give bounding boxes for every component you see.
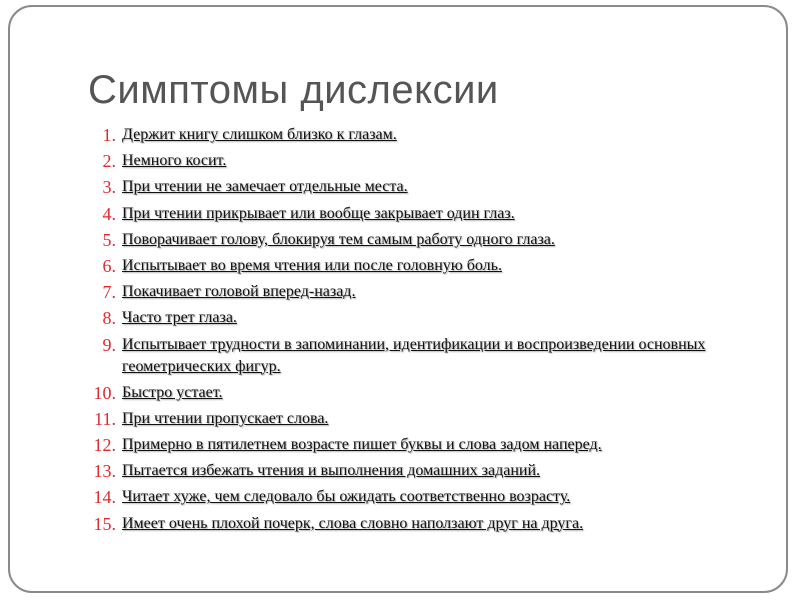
- item-text: При чтении прикрывает или вообще закрывает один глаз.: [122, 204, 515, 222]
- list-item: [82, 334, 762, 378]
- list-item: [82, 150, 762, 172]
- list-item: [82, 203, 762, 225]
- list-item: [82, 176, 762, 198]
- item-number: 12.: [93, 435, 116, 456]
- item-text: Немного косит.: [122, 152, 227, 170]
- list-item: [82, 229, 762, 251]
- item-text: Примерно в пятилетнем возрасте пишет буквы и слова задом наперед.: [122, 436, 602, 454]
- item-text: При чтении не замечает отдельные места.: [122, 178, 408, 196]
- list-item: [82, 307, 762, 329]
- item-number: 15.: [93, 513, 116, 534]
- item-number: 4.: [102, 203, 116, 224]
- item-text: Поворачивает голову, блокируя тем самым работу одного глаза.: [122, 230, 555, 248]
- symptom-list: [82, 124, 762, 539]
- item-number: 13.: [93, 461, 116, 482]
- list-item: [82, 281, 762, 303]
- list-item: [82, 382, 762, 404]
- item-text: Пытается избежать чтения и выполнения домашних заданий.: [122, 462, 541, 480]
- list-item: [82, 460, 762, 482]
- item-number: 3.: [102, 177, 116, 198]
- slide-title: Симптомы дислексии: [88, 68, 499, 112]
- item-number: 2.: [102, 151, 116, 172]
- item-number: 10.: [93, 382, 116, 403]
- item-number: 8.: [102, 308, 116, 329]
- list-item: [82, 124, 762, 146]
- list-item: [82, 434, 762, 456]
- item-number: 5.: [102, 229, 116, 250]
- item-number: 11.: [94, 408, 116, 429]
- list-item: [82, 255, 762, 277]
- item-text: Имеет очень плохой почерк, слова словно наползают друг на друга.: [122, 514, 584, 532]
- item-number: 1.: [102, 125, 116, 145]
- item-number: 9.: [102, 334, 116, 355]
- item-text: Читает хуже, чем следовало бы ожидать соответственно возрасту.: [122, 488, 571, 506]
- item-text: Испытывает трудности в запоминании, идентификации и воспроизведении основных геометрических фигур.: [122, 335, 706, 375]
- item-text: При чтении пропускает слова.: [122, 409, 329, 427]
- item-text: Часто трет глаза.: [122, 309, 237, 327]
- item-text: Держит книгу слишком близко к глазам.: [122, 126, 397, 143]
- item-text: Испытывает во время чтения или после головную боль.: [122, 256, 502, 274]
- item-number: 7.: [102, 282, 116, 303]
- list-item: [82, 486, 762, 508]
- item-text: Быстро устает.: [122, 383, 223, 401]
- list-item: [82, 408, 762, 430]
- item-text: Покачивает головой вперед-назад.: [122, 283, 356, 301]
- item-number: 14.: [93, 487, 116, 508]
- item-number: 6.: [102, 255, 116, 276]
- list-item: [82, 513, 762, 535]
